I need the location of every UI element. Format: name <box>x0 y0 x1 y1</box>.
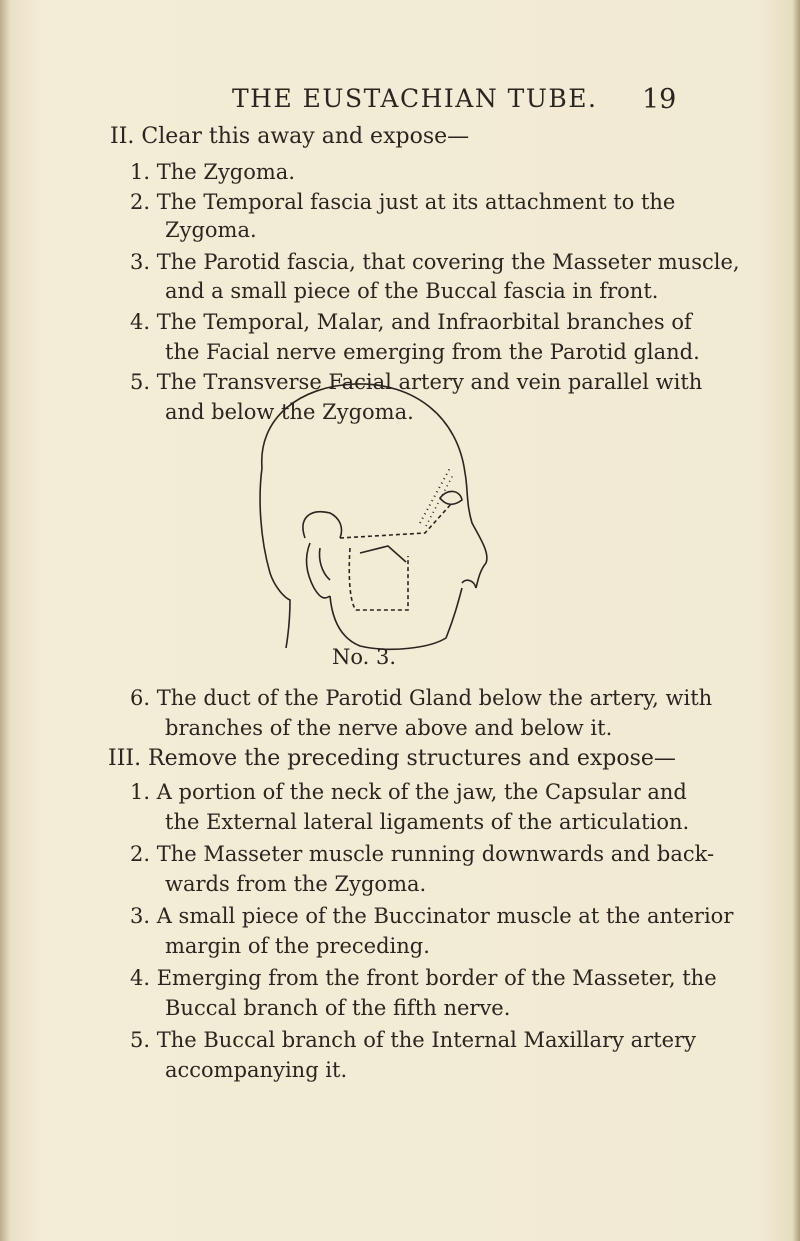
section-3-item-3-cont: margin of the preceding. <box>165 934 430 958</box>
section-2-item-4-cont: the Facial nerve emerging from the Parotid gland. <box>165 340 700 364</box>
eye <box>440 491 462 504</box>
skull-outline <box>262 384 487 588</box>
section-3-item-2-cont: wards from the Zygoma. <box>165 872 427 896</box>
section-3-item-4-cont: Buccal branch of the fifth nerve. <box>165 996 511 1020</box>
section-2-item-5: 5. The Transverse Facial artery and vein parallel with <box>130 370 703 394</box>
section-3-item-3: 3. A small piece of the Buccinator muscle at the anterior <box>130 904 734 928</box>
page-edge-right <box>792 0 800 1241</box>
ear <box>303 512 342 538</box>
back-of-head <box>260 468 290 648</box>
section-3-item-1-cont: the External lateral ligaments of the articulation. <box>165 810 690 834</box>
section-2-item-5-cont: and below the Zygoma. <box>165 400 414 424</box>
section-2-item-6-cont: branches of the nerve above and below it. <box>165 716 613 740</box>
page-edge-left <box>0 0 10 1241</box>
figure-caption: No. 3. <box>332 645 397 669</box>
zygoma-line <box>340 503 452 538</box>
section-2-item-2: 2. The Temporal fascia just at its attachment to the <box>130 190 676 214</box>
section-3-item-1: 1. A portion of the neck of the jaw, the Capsular and <box>130 780 687 804</box>
section-2-item-3-cont: and a small piece of the Buccal fascia in front. <box>165 279 659 303</box>
page-number: 19 <box>642 84 677 115</box>
section-3-heading: III. Remove the preceding structures and expose— <box>108 746 676 771</box>
section-2-item-2-cont: Zygoma. <box>165 218 257 242</box>
section-2-item-1: 1. The Zygoma. <box>130 160 295 184</box>
section-3-item-5-cont: accompanying it. <box>165 1058 348 1082</box>
head-diagram-figure <box>240 348 500 658</box>
section-2-item-3: 3. The Parotid fascia, that covering the Masseter muscle, <box>130 250 740 274</box>
running-header <box>0 84 800 120</box>
section-2-heading: II. Clear this away and expose— <box>110 124 470 149</box>
section-2-item-4: 4. The Temporal, Malar, and Infraorbital branches of <box>130 310 692 334</box>
section-2-item-6: 6. The duct of the Parotid Gland below the artery, with <box>130 686 713 710</box>
section-3-item-5: 5. The Buccal branch of the Internal Maxillary artery <box>130 1028 696 1052</box>
running-title: THE EUSTACHIAN TUBE. <box>232 84 598 113</box>
section-3-item-2: 2. The Masseter muscle running downwards and back- <box>130 842 715 866</box>
jaw-line <box>330 588 462 649</box>
section-3-item-4: 4. Emerging from the front border of the Masseter, the <box>130 966 717 990</box>
